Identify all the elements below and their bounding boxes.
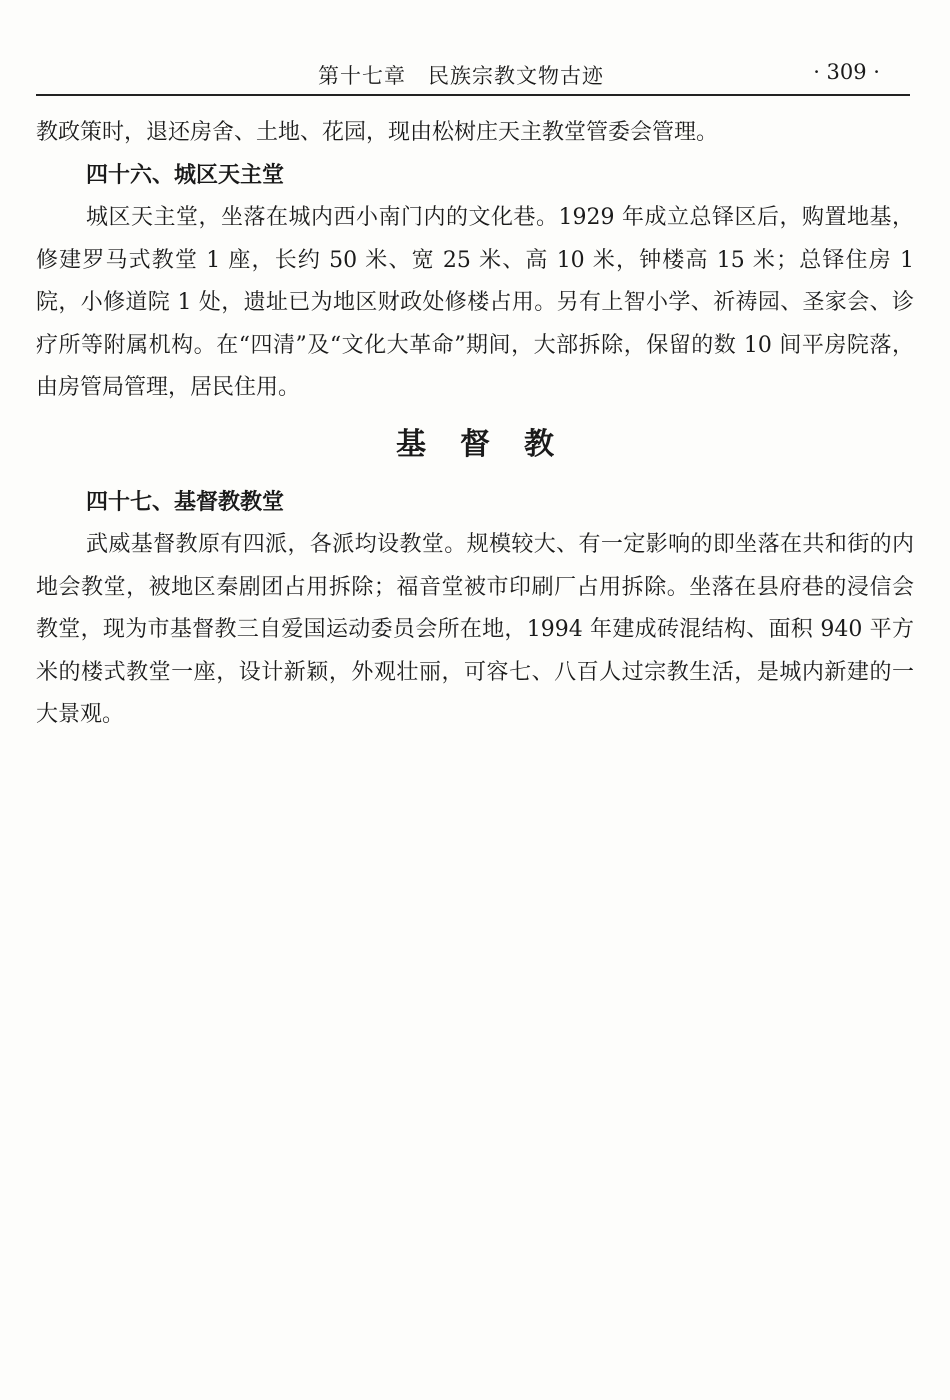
section-46-heading: 四十六、城区天主堂 xyxy=(86,162,285,188)
chapter-title: 第十七章 民族宗教文物古迹 xyxy=(318,64,604,88)
section-46-paragraph: 城区天主堂，坐落在城内西小南门内的文化巷。1929 年成立总铎区后，购置地基，修建罗马式教堂 1 座，长约 50 米、宽 25 米、高 10 米，钟楼高 15 米；总铎住房 1 院，小修道院 1 处，遗址已为地区财政处修楼占用。另有上智小学、祈祷园、圣家会、诊疗所等附属机构。在“四清”及“文化大革命”期间，大部拆除，保留的数 10 间平房院落，由房管局管理，居民住用。 xyxy=(36,205,914,400)
category-title: 基督教 xyxy=(396,426,588,462)
page-number: · 309 · xyxy=(813,60,880,84)
body-text xyxy=(36,112,914,737)
carryover-paragraph: 教政策时，退还房舍、土地、花园，现由松树庄天主教堂管委会管理。 xyxy=(36,120,719,145)
section-47-paragraph: 武威基督教原有四派，各派均设教堂。规模较大、有一定影响的即坐落在共和街的内地会教堂，被地区秦剧团占用拆除；福音堂被市印刷厂占用拆除。坐落在县府巷的浸信会教堂，现为市基督教三自爱国运动委员会所在地，1994 年建成砖混结构、面积 940 平方米的楼式教堂一座，设计新颖，外观壮丽，可容七、八百人过宗教生活，是城内新建的一大景观。 xyxy=(36,532,914,727)
running-header xyxy=(36,58,910,96)
section-47-heading: 四十七、基督教教堂 xyxy=(86,489,285,515)
